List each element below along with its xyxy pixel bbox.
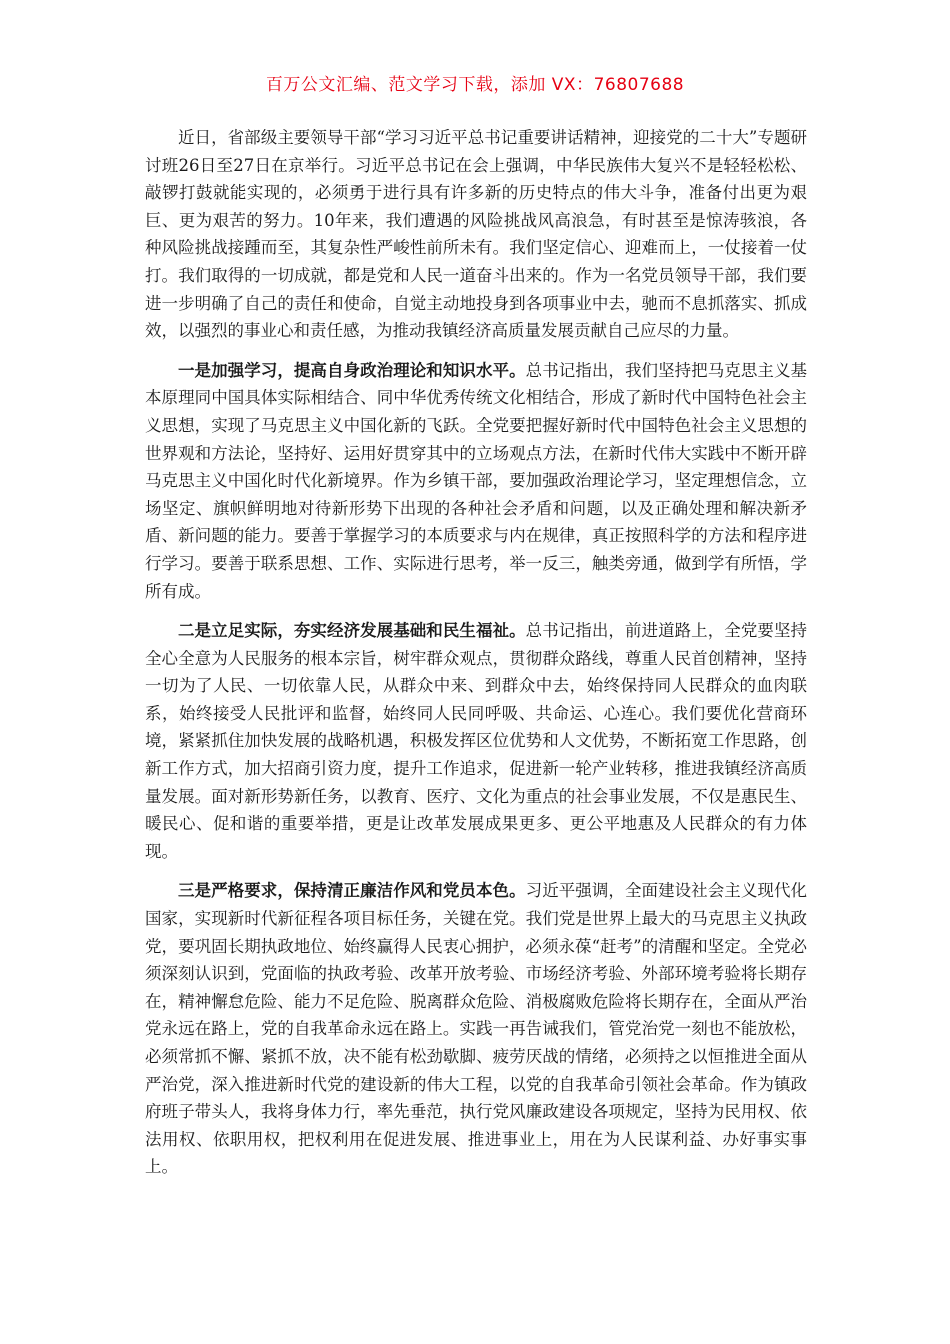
paragraph-lead: 三是严格要求，保持清正廉洁作风和党员本色。 bbox=[178, 881, 526, 901]
paragraph-body: 近日，省部级主要领导干部“学习习近平总书记重要讲话精神，迎接党的二十大”专题研讨班26日至27日在京举行。习近平总书记在会上强调，中华民族伟大复兴不是轻轻松松、敲锣打鼓就能实现的，必须勇于进行具有许多新的历史特点的伟大斗争，准备付出更为艰巨、更为艰苦的努力。10年来，我们遭遇的风险挑战风高浪急，有时甚至是惊涛骇浪，各种风险挑战接踵而至，其复杂性严峻性前所未有。我们坚定信心、迎难而上，一仗接着一仗打。我们取得的一切成就，都是党和人民一道奋斗出来的。作为一名党员领导干部，我们要进一步明确了自己的责任和使命，自觉主动地投身到各项事业中去，驰而不息抓落实、抓成效，以强烈的事业心和责任感，为推动我镇经济高质量发展贡献自己应尽的力量。 bbox=[145, 128, 807, 341]
paragraph-lead: 二是立足实际，夯实经济发展基础和民生福祉。 bbox=[178, 621, 526, 641]
paragraph-point-1 bbox=[145, 357, 807, 605]
paragraph-lead: 一是加强学习，提高自身政治理论和知识水平。 bbox=[178, 360, 526, 380]
paragraph-body: 习近平强调，全面建设社会主义现代化国家，实现新时代新征程各项目标任务，关键在党。我们党是世界上最大的马克思主义执政党，要巩固长期执政地位、始终赢得人民衷心拥护，必须永葆“赶考”的清醒和坚定。全党必须深刻认识到，党面临的执政考验、改革开放考验、市场经济考验、外部环境考验将长期存在，精神懈怠危险、能力不足危险、脱离群众危险、消极腐败危险将长期存在，全面从严治党永远在路上，党的自我革命永远在路上。实践一再告诫我们，管党治党一刻也不能放松，必须常抓不懈、紧抓不放，决不能有松劲歇脚、疲劳厌战的情绪，必须持之以恒推进全面从严治党，深入推进新时代党的建设新的伟大工程，以党的自我革命引领社会革命。作为镇政府班子带头人，我将身体力行，率先垂范，执行党风廉政建设各项规定，坚持为民用权、依法用权、依职用权，把权利用在促进发展、推进事业上，用在为人民谋利益、办好事实事上。 bbox=[145, 881, 808, 1177]
paragraph-intro bbox=[145, 124, 807, 345]
paragraph-point-3 bbox=[145, 877, 807, 1181]
paragraph-point-2 bbox=[145, 617, 807, 865]
document-body bbox=[145, 124, 807, 1193]
paragraph-body: 总书记指出，前进道路上，全党要坚持全心全意为人民服务的根本宗旨，树牢群众观点，贯彻群众路线，尊重人民首创精神，坚持一切为了人民、一切依靠人民，从群众中来、到群众中去，始终保持同人民群众的血肉联系，始终接受人民批评和监督，始终同人民同呼吸、共命运、心连心。我们要优化营商环境，紧紧抓住加快发展的战略机遇，积极发挥区位优势和人文优势，不断拓宽工作思路，创新工作方式，加大招商引资力度，提升工作追求，促进新一轮产业转移，推进我镇经济高质量发展。面对新形势新任务，以教育、医疗、文化为重点的社会事业发展，不仅是惠民生、暖民心、促和谐的重要举措，更是让改革发展成果更多、更公平地惠及人民群众的有力体现。 bbox=[145, 621, 808, 861]
header-banner: 百万公文汇编、范文学习下载，添加 VX：76807688 bbox=[265, 75, 685, 95]
paragraph-body: 总书记指出，我们坚持把马克思主义基本原理同中国具体实际相结合、同中华优秀传统文化相结合，形成了新时代中国特色社会主义思想，实现了马克思主义中国化新的飞跃。全党要把握好新时代中国特色社会主义思想的世界观和方法论，坚持好、运用好贯穿其中的立场观点方法，在新时代伟大实践中不断开辟马克思主义中国化时代化新境界。作为乡镇干部，要加强政治理论学习，坚定理想信念，立场坚定、旗帜鲜明地对待新形势下出现的各种社会矛盾和问题，以及正确处理和解决新矛盾、新问题的能力。要善于掌握学习的本质要求与内在规律，真正按照科学的方法和程序进行学习。要善于联系思想、工作、实际进行思考，举一反三，触类旁通，做到学有所悟，学所有成。 bbox=[145, 360, 808, 601]
